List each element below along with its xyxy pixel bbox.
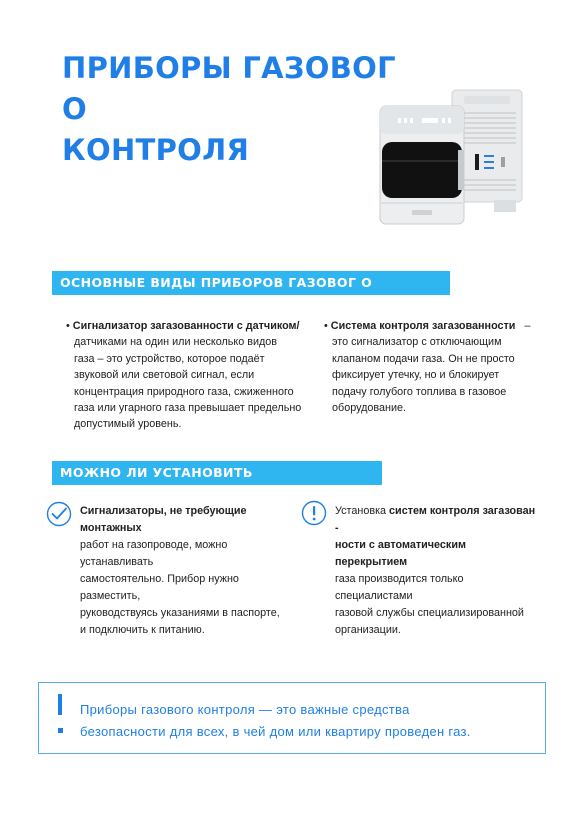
item-line: концентрация природного газа, сжиженного — [74, 385, 294, 398]
self-install-allowed-note — [80, 503, 300, 639]
bullet-marker: • — [324, 320, 331, 332]
exclamation-circle-icon — [301, 500, 327, 526]
note-bold-text: систем контроля загазован - — [335, 505, 536, 534]
item-line: допустимый уровень. — [74, 418, 182, 431]
note-line: работ на газопроводе, можно устанавливать — [80, 539, 228, 568]
section-heading-self-install: МОЖНО ЛИ УСТАНОВИТЬ САМОСТОЯТЕЛЬНО — [52, 461, 382, 485]
item-line: подачу голубого топлива в газовое — [332, 385, 507, 398]
item-lead-text: Сигнализатор загазованности с датчиком/ — [72, 320, 300, 332]
item-line: газа – это устройство, которое подаёт — [74, 352, 265, 365]
note-bold-text: ности с автоматическим перекрытием — [335, 539, 466, 568]
callout-line: безопасности для всех, в чей дом или квартиру проведен газ. — [80, 724, 471, 739]
item-line: клапаном подачи газа. Он не просто — [332, 352, 515, 365]
item-dash: – — [524, 320, 531, 332]
note-bold-text: Сигнализаторы, не требующие монтажных — [80, 505, 247, 534]
note-line: самостоятельно. Прибор нужно разместить, — [80, 573, 239, 602]
bullet-marker: • — [66, 320, 73, 332]
page-title — [62, 48, 402, 171]
note-line: газовой службы специализированной — [335, 607, 524, 619]
item-line: фиксирует утечку, но и блокирует — [332, 369, 500, 382]
item-line: звуковой или световой сигнал, если — [74, 369, 255, 382]
section-heading-device-types: ОСНОВНЫЕ ВИДЫ ПРИБОРОВ ГАЗОВОГ О КОНТРОЛЯ — [52, 271, 450, 295]
callout-text — [80, 699, 520, 743]
item-line: датчиками на один или несколько видов — [74, 336, 278, 349]
item-line: газа или угарного газа превышает предельно — [74, 402, 302, 415]
list-item-gas-detector — [66, 318, 316, 433]
list-item-gas-control-system — [324, 318, 539, 416]
note-line: организации. — [335, 624, 401, 636]
check-circle-icon — [46, 501, 72, 527]
note-prefix: Установка — [335, 505, 390, 517]
safety-callout-box — [38, 682, 546, 754]
page-title-line-2: КОНТРОЛЯ — [62, 133, 250, 167]
exclamation-bar-icon — [58, 694, 62, 715]
item-line: это сигнализатор с отключающим — [332, 336, 502, 349]
exclamation-dot-icon — [58, 728, 63, 733]
item-line: оборудование. — [332, 402, 407, 415]
gas-detector-devices-illustration — [370, 84, 540, 234]
note-line: руководствуясь указаниями в паспорте, — [80, 607, 280, 619]
note-line: газа производится только специалистами — [335, 573, 464, 602]
page-title-line-1: ПРИБОРЫ ГАЗОВОГ О — [62, 51, 396, 126]
item-lead-text: Система контроля загазованности — [330, 320, 516, 332]
callout-line: Приборы газового контроля — это важные средства — [80, 702, 410, 717]
specialist-install-note — [335, 503, 540, 639]
note-line: и подключить к питанию. — [80, 624, 205, 636]
